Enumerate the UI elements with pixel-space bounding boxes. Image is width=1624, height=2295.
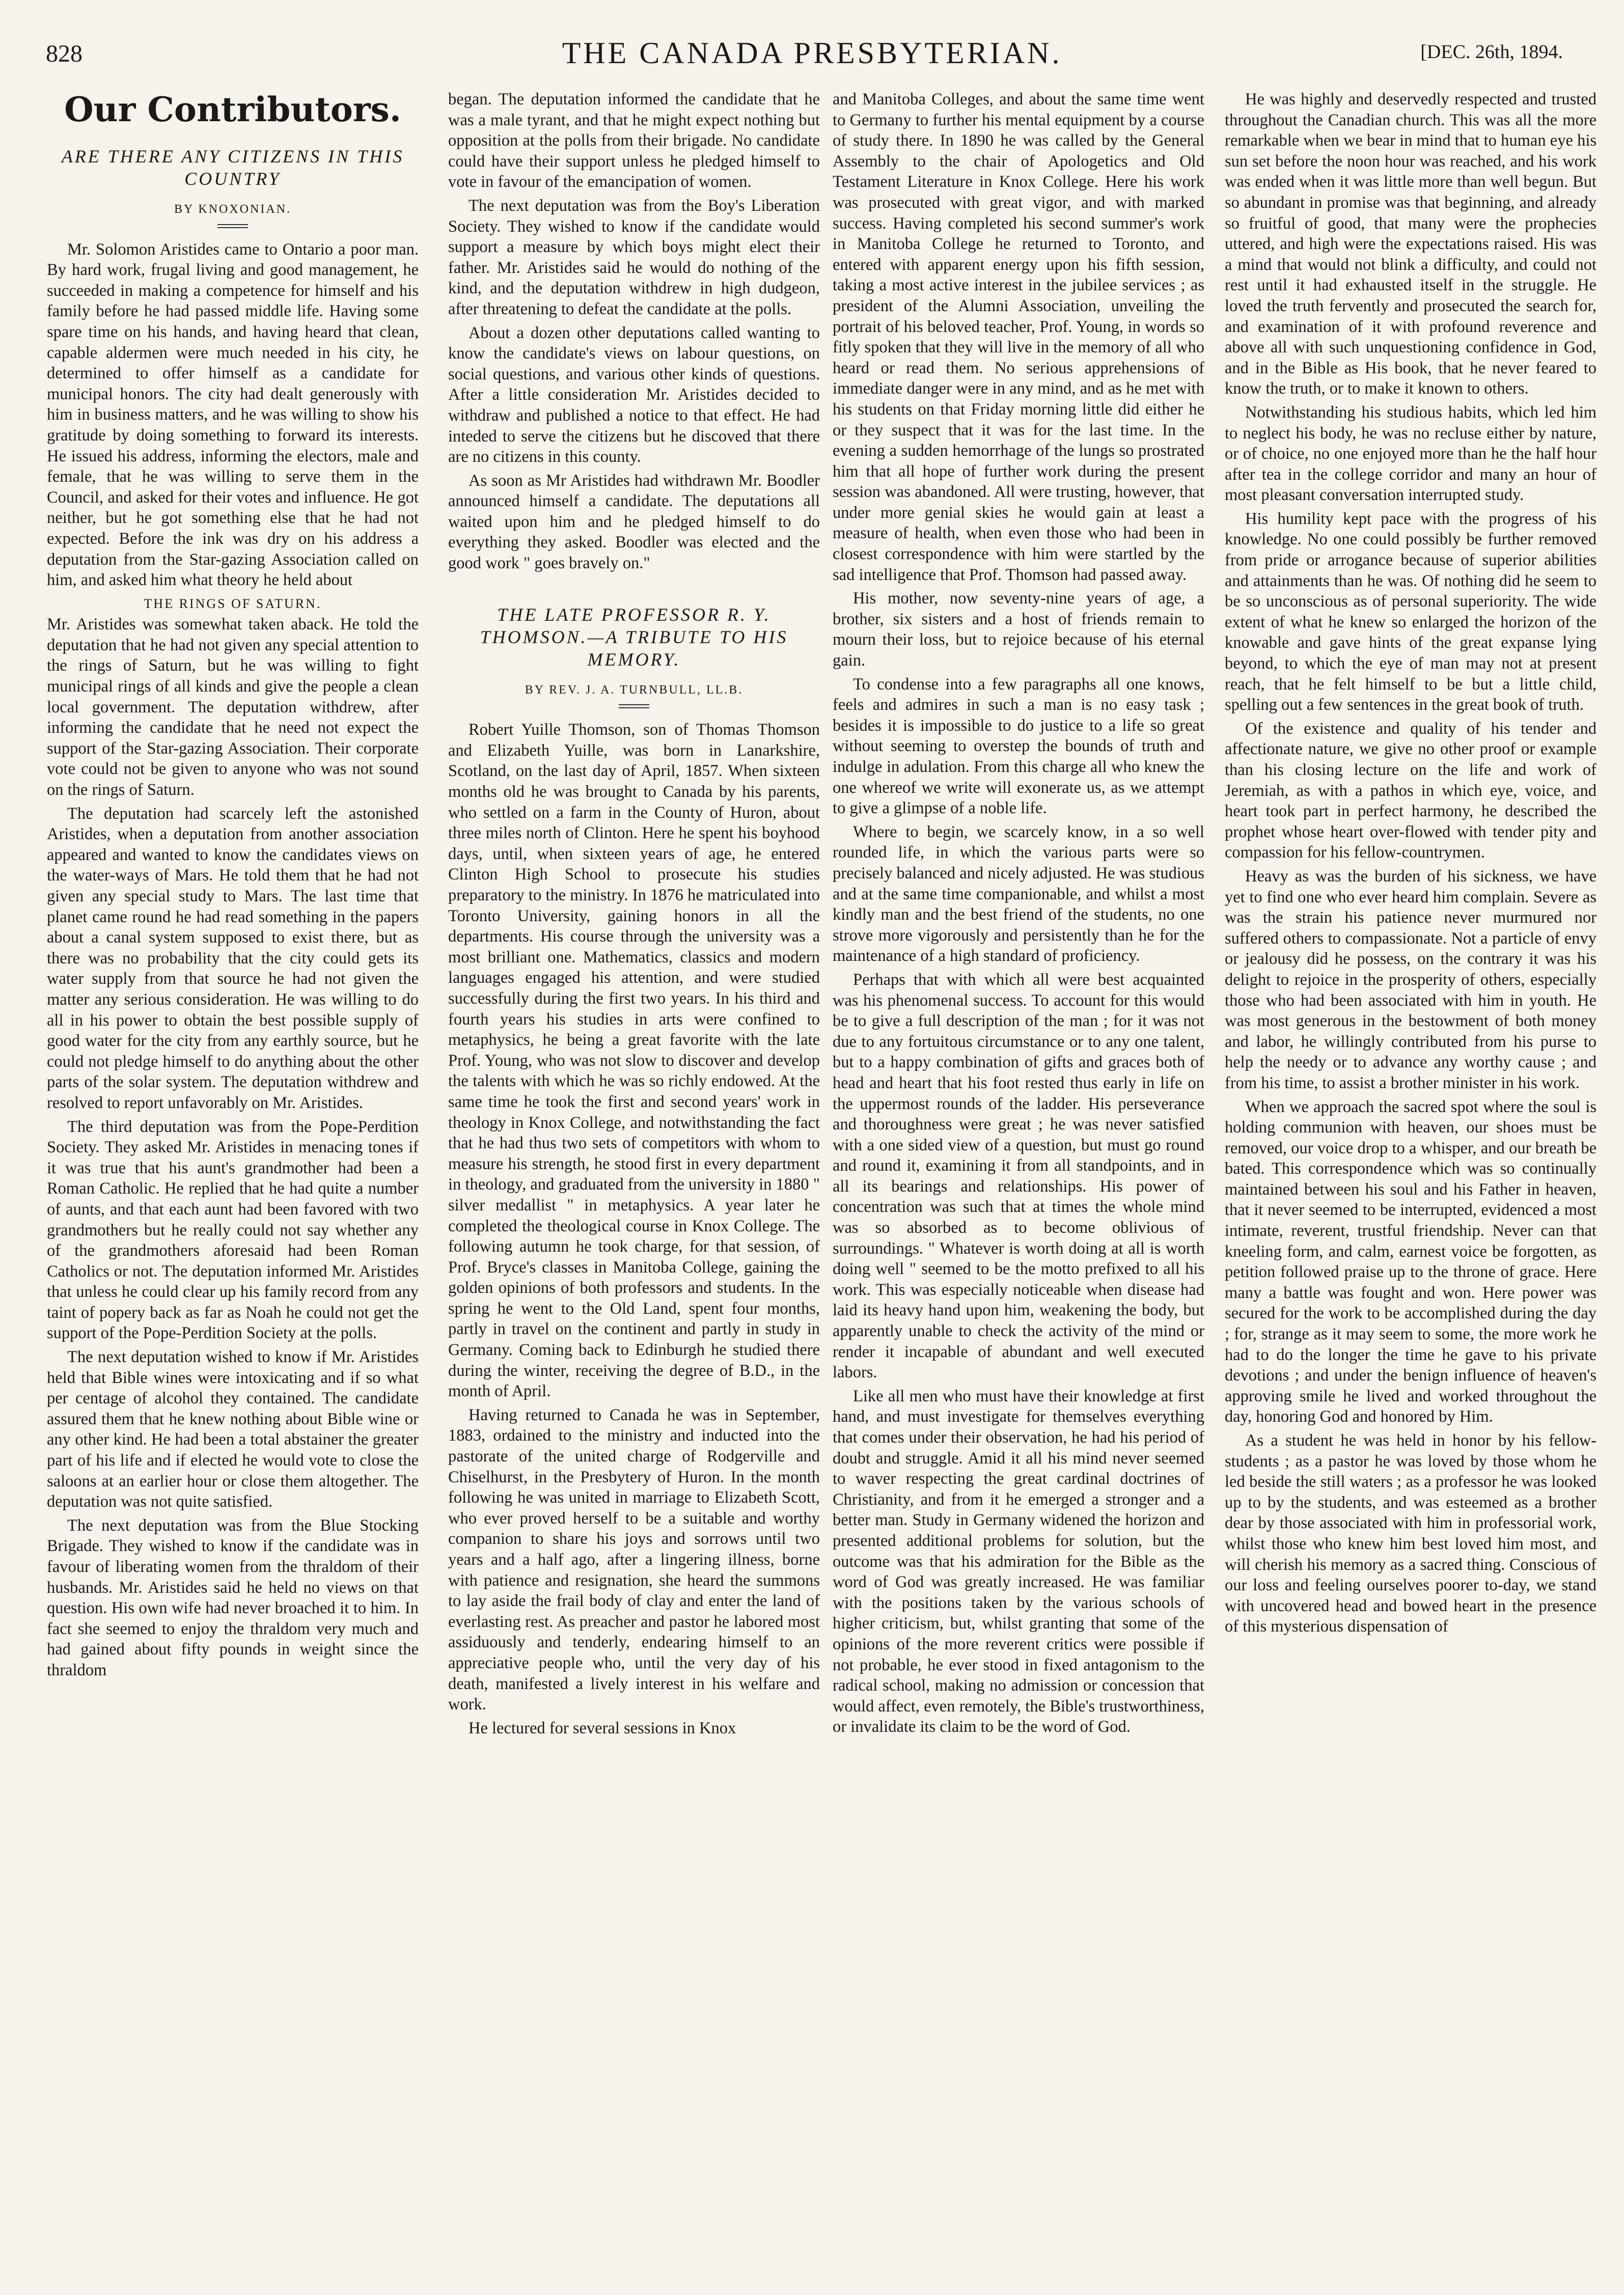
paragraph: His humility kept pace with the progress of his knowledge. No one could possibly be further removed from pride or arrogance because of superior abilities and attainments than he was. Of nothing did he seem to be so unconscious as of personal superiority. The wide extent of what he knew so enlarged the horizon of the knowable and gave hints of the great expanse lying beyond, to which the eye of man may not at present reach, that he felt himself to be but a little child, spelling out a few sentences in the great book of truth. xyxy=(1225,509,1597,714)
paragraph: Heavy as was the burden of his sickness, we have yet to find one who ever heard him complain. Severe as was the strain his patience never murmured nor suffered others to compassionate. Not a particle of envy or jealousy did he possess, on the contrary it was his delight to rejoice in the prosperity of others, especially those who had been associated with him in youth. He was most generous in the bestowment of both money and labor, he willingly contributed from his purse to help the needy or to advance any worthy cause ; and from his time, to assist a brother minister in his work. xyxy=(1225,867,1597,1092)
paragraph: When we approach the sacred spot where the soul is holding communion with heaven, our shoes must be removed, our voice drop to a whisper, and our breath be bated. This correspondence which was so continually maintained between his soul and his Father in heaven, that it never seemed to be interrupted, evidenced a most intimate, reverent, trustful friendship. Never can that kneeling form, and calm, earnest voice be forgotten, as petition followed praise up to the throne of grace. Here many a battle was fought and won. Here power was secured for the work to be accomplished during the day ; for, strange as it may seem to some, the more work he had to do the longer the time he gave to his private devotions ; and under the benign influence of heaven's approving smile he lived and worked throughout the day, honoring God and honored by Him. xyxy=(1225,1097,1597,1426)
paragraph: He lectured for several sessions in Knox xyxy=(469,1719,736,1737)
byline-rule xyxy=(217,224,248,228)
paragraph: The next deputation was from the Boy's Liberation Society. They wished to know if the candidate would support a measure by which boys might elect their father. Mr. Aristides said he would do nothing of the kind, and the deputation withdrew in high dudgeon, after threatening to defeat the candidate at the polls. xyxy=(448,196,820,318)
paragraph: Having returned to Canada he was in September, 1883, ordained to the ministry and inducted into the pastorate of the united charge of Rodgerville and Chiselhurst, in the Presbytery of Huron. In the month following he was united in marriage to Elizabeth Scott, who ever proved herself to be a suitable and worthy companion to share his joys and sorrows until two years and a half ago, after a lingering illness, borne with patience and resignation, she heard the summons to lay aside the frail body of clay and enter the land of everlasting rest. As preacher and pastor he labored most assiduously and tenderly, endearing himself to an appreciative people who, until the very day of his death, manifested a lively interest in his welfare and work. xyxy=(448,1405,820,1714)
paragraph: The next deputation was from the Blue Stocking Brigade. They wished to know if the candidate was in favour of liberating women from the thraldom of their husbands. Mr. Aristides said he held no views on that question. His own wife had never broached it to him. In fact she seemed to enjoy the thraldom very much and had gained about fifty pounds in weight since the thraldom xyxy=(47,1516,419,1679)
column-2 xyxy=(448,89,820,1741)
paragraph: To condense into a few paragraphs all one knows, feels and admires in such a man is no easy task ; besides it is impossible to do justice to a life so great without seeming to overstep the bounds of truth and indulge in adulation. From this charge all who knew the one whereof we write will exonerate us, as we attempt to give a glimpse of a noble life. xyxy=(833,675,1204,818)
paragraph: As soon as Mr Aristides had withdrawn Mr. Boodler announced himself a candidate. The deputations all waited upon him and he pledged himself to do everything they asked. Boodler was elected and the good work " goes bravely on." xyxy=(448,471,820,573)
paragraph: Notwithstanding his studious habits, which led him to neglect his body, he was no recluse either by nature, or of choice, no one enjoyed more than he the half hour after tea in the college corridor and many an hour of most pleasant conversation interrupted study. xyxy=(1225,403,1597,505)
paragraph: He was highly and deservedly respected and trusted throughout the Canadian church. This was all the more remarkable when we bear in mind that to human eye his sun set before the noon hour was reached, and his work was ended when it was little more than well begun. But so abundant in promise was that beginning, and already so fruitful of good, that many were the prophecies uttered, and high were the expectations raised. His was a mind that would not blink a difficulty, and could not rest until it had exhausted itself in the struggle. He loved the truth fervently and prosecuted the search for, and examination of it with profound reverence and above all with such unquestioning confidence in God, and in the Bible as His book, that he never feared to know the truth, or to make it known to others. xyxy=(1225,90,1597,398)
subhead: THE RINGS OF SATURN. xyxy=(144,596,322,611)
paragraph: His mother, now seventy-nine years of age, a brother, six sisters and a host of friends remain to mourn their loss, but to rejoice because of his eternal gain. xyxy=(833,589,1204,670)
paragraph: Where to begin, we scarcely know, in a so well rounded life, in which the various parts were so precisely balanced and nicely adjusted. He was studious and at the same time companionable, and whilst a most kindly man and the best friend of the students, no one strove more vigorously and persistently than he for the maintenance of a high standard of proficiency. xyxy=(833,822,1204,965)
paragraph: Of the existence and quality of his tender and affectionate nature, we give no other proof or example than his closing lecture on the life and work of Jeremiah, as with a pathos in which eye, voice, and heart took part in perfect harmony, he described the prophet whose heart over-flowed with tender pity and compassion for his fellow-countrymen. xyxy=(1225,719,1597,862)
issue-date: [DEC. 26th, 1894. xyxy=(1420,41,1563,63)
byline: BY KNOXONIAN. xyxy=(174,203,292,216)
paragraph: Mr. Solomon Aristides came to Ontario a poor man. By hard work, frugal living and good management, he succeeded in making a competence for himself and his family before he had passed middle life. Having some spare time on his hands, and having heard that clean, capable aldermen were much needed in his city, he determined to offer himself as a candidate for municipal honors. The city had dealt generously with him in business matters, and he was willing to show his gratitude by doing something to forward its interests. He issued his address, informing the electors, male and female, that he was willing to serve them in the Council, and asked for their votes and influence. He got neither, but he got something else that he had not expected. Before the ink was dry on his address a deputation from the Star-gazing Association called on him, and asked him what theory he held about xyxy=(47,240,419,590)
article-title: ARE THERE ANY CITIZENS IN THIS COUNTRY xyxy=(61,146,404,189)
paragraph: Mr. Aristides was somewhat taken aback. He told the deputation that he had not given any special attention to the rings of Saturn, but he was willing to fight municipal rings of all kinds and give the people a clean local government. The deputation withdrew, after informing the candidate that he need not expect the support of the Star-gazing Association. Their corporate vote could not be given to anyone who was not sound on the rings of Saturn. xyxy=(47,615,419,799)
column-3 xyxy=(833,89,1204,1740)
byline: BY REV. J. A. TURNBULL, LL.B. xyxy=(525,683,744,697)
page-number: 828 xyxy=(46,40,82,67)
masthead: THE CANADA PRESBYTERIAN. xyxy=(562,36,1062,70)
paragraph: The deputation had scarcely left the astonished Aristides, when a deputation from another association appeared and wanted to know the candidates views on the water-ways of Mars. He told them that he had not given any special study to Mars. The last time that planet came round he had read something in the papers about a canal system supposed to exist there, but as there was no probability that the city could gets its water supply from that source he had not given the matter any serious consideration. He was willing to do all in his power to obtain the best possible supply of good water for the city from any earthly source, but he could not pledge himself to do anything about the other parts of the solar system. The deputation withdrew and resolved to report unfavorably on Mr. Aristides. xyxy=(47,804,419,1112)
paragraph: began. The deputation informed the candidate that he was a male tyrant, and that he might expect nothing but opposition at the polls from their brigade. No candidate could have their support unless he pledged himself to vote in favour of the emancipation of women. xyxy=(448,90,820,191)
paragraph: and Manitoba Colleges, and about the same time went to Germany to further his mental equipment by a course of study there. In 1890 he was called by the General Assembly to the chair of Apologetics and Old Testament Literature in Knox College. Here his work was prosecuted with great vigor, and with marked success. Having completed his second summer's work in Manitoba College he returned to Toronto, and entered with apparent energy upon his fifth session, taking a most active interest in the jubilee services ; as president of the Alumni Association, unveiling the portrait of his beloved teacher, Prof. Young, in words so fitly spoken that they will live in the memory of all who heard or read them. No serious apprehensions of immediate danger were in any mind, and as he met with his students on that Friday morning little did either he or they suspect that it was for the last time. In the evening a sudden hemorrhage of the lungs so prostrated him that all hope of further work during the present session was abandoned. All were trusting, however, that under more genial skies he would gain at least a measure of health, when even those who had been in closest correspondence with him were startled by the sad intelligence that Prof. Thomson had passed away. xyxy=(833,90,1204,584)
paragraph: The next deputation wished to know if Mr. Aristides held that Bible wines were intoxicating and if so what per centage of alcohol they contained. The candidate assured them that he knew nothing about Bible wine or any other kind. He had been a total abstainer the greater part of his life and if elected he would vote to close the saloons at an earlier hour or close them altogether. The deputation was not quite satisfied. xyxy=(47,1348,419,1511)
article-title: THE LATE PROFESSOR R. Y. THOMSON.—A TRIBUTE TO HIS MEMORY. xyxy=(480,604,788,670)
paragraph: About a dozen other deputations called wanting to know the candidate's views on labour questions, on social questions, and various other kinds of questions. After a little consideration Mr. Aristides decided to withdraw and published a notice to that effect. He had inteded to serve the citizens but he discoved that there are no citizens in this county. xyxy=(448,323,820,466)
paragraph: Robert Yuille Thomson, son of Thomas Thomson and Elizabeth Yuille, was born in Lanarkshire, Scotland, on the last day of April, 1857. When sixteen months old he was brought to Canada by his parents, who settled on a farm in the County of Huron, about three miles north of Clinton. Here he spent his boyhood days, until, when sixteen years of age, he entered Clinton High School to prosecute his studies preparatory to the ministry. In 1876 he matriculated into Toronto University, gaining honors in all the departments. His course through the university was a most brilliant one. Mathematics, classics and modern languages engaged his attention, and were studied successfully during the first two years. In his third and fourth years his studies in arts were confined to metaphysics, he being a great favorite with the late Prof. Young, who was not slow to discover and develop the talents with which he was so richly endowed. At the same time he took the first and second years' work in theology in Knox College, and notwithstanding the fact that he had thus two sets of competitors with whom to measure his strength, he stood first in every department in theology, and graduated from the university in 1880 " silver medallist " in metaphysics. A year later he completed the theological course in Knox College. The following autumn he took charge, for that session, of Prof. Bryce's classes in Manitoba College, gaining the golden opinions of both professors and students. In the spring he went to the Old Land, spent four months, partly in travel on the continent and partly in study in Germany. Coming back to Edinburgh he studied there during the winter, receiving the degree of B.D., in the month of April. xyxy=(448,721,820,1401)
paragraph: Like all men who must have their knowledge at first hand, and must investigate for themselves everything that comes under their observation, he had his period of doubt and struggle. Amid it all his mind never seemed to waver respecting the great cardinal doctrines of Christianity, and from it he emerged a stronger and a better man. Study in Germany widened the horizon and presented additional problems for solution, but the outcome was that his admiration for the Bible as the word of God was greatly increased. He was familiar with the positions taken by the various schools of higher criticism, but, whilst granting that some of the opinions of the more reverent critics were possible if not probable, he ever stood in fixed antagonism to the radical school, making no admission or concession that would affect, even remotely, the Bible's trustworthiness, or invalidate its claim to be the word of God. xyxy=(833,1387,1204,1736)
paragraph: The third deputation was from the Pope-Perdition Society. They asked Mr. Aristides in menacing tones if it was true that his aunt's grandmother had been a Roman Catholic. He replied that he had quite a number of aunts, and that each aunt had been favored with two grandmothers but he really could not say whether any of the grandmothers aforesaid had been Roman Catholics or not. The deputation informed Mr. Aristides that unless he could clear up his family record from any taint of popery back as far as Noah he could not get the support of the Pope-Perdition Society at the polls. xyxy=(47,1117,419,1343)
byline-rule xyxy=(619,704,649,708)
paragraph: As a student he was held in honor by his fellow-students ; as a pastor he was loved by those whom he led beside the still waters ; as a professor he was looked up to by the students, and was esteemed as a brother dear by those associated with him in professorial work, whilst those who knew him best loved him most, and will cherish his memory as a sacred thing. Conscious of our loss and feeling ourselves poorer to-day, we stand with uncovered head and bowed heart in the presence of this mysterious dispensation of xyxy=(1225,1431,1597,1636)
paragraph: Perhaps that with which all were best acquainted was his phenomenal success. To account for this would be to give a full description of the man ; for it was not due to any fortuitous circumstance or to any one talent, but to a happy combination of gifts and graces both of head and heart that his foot rested thus early in life on the uppermost rounds of the ladder. His perseverance and thoroughness were great ; he was never satisfied with a one sided view of a question, but must go round and round it, examining it from all standpoints, and in all its bearings and relationships. His power of concentration was such that at times the whole mind was so absorbed as to become oblivious of surroundings. " Whatever is worth doing at all is worth doing well " seemed to be the motto prefixed to all his work. This was especially noticeable when disease had laid its heavy hand upon him, weakening the body, but apparently unable to check the activity of the mind or render it incapable of abundant and well executed labors. xyxy=(833,970,1204,1382)
column-4 xyxy=(1225,89,1597,1640)
article-separator xyxy=(448,577,820,593)
section-title: Our Contributors. xyxy=(64,90,401,129)
column-1 xyxy=(47,89,419,1684)
page-header xyxy=(0,0,1624,76)
